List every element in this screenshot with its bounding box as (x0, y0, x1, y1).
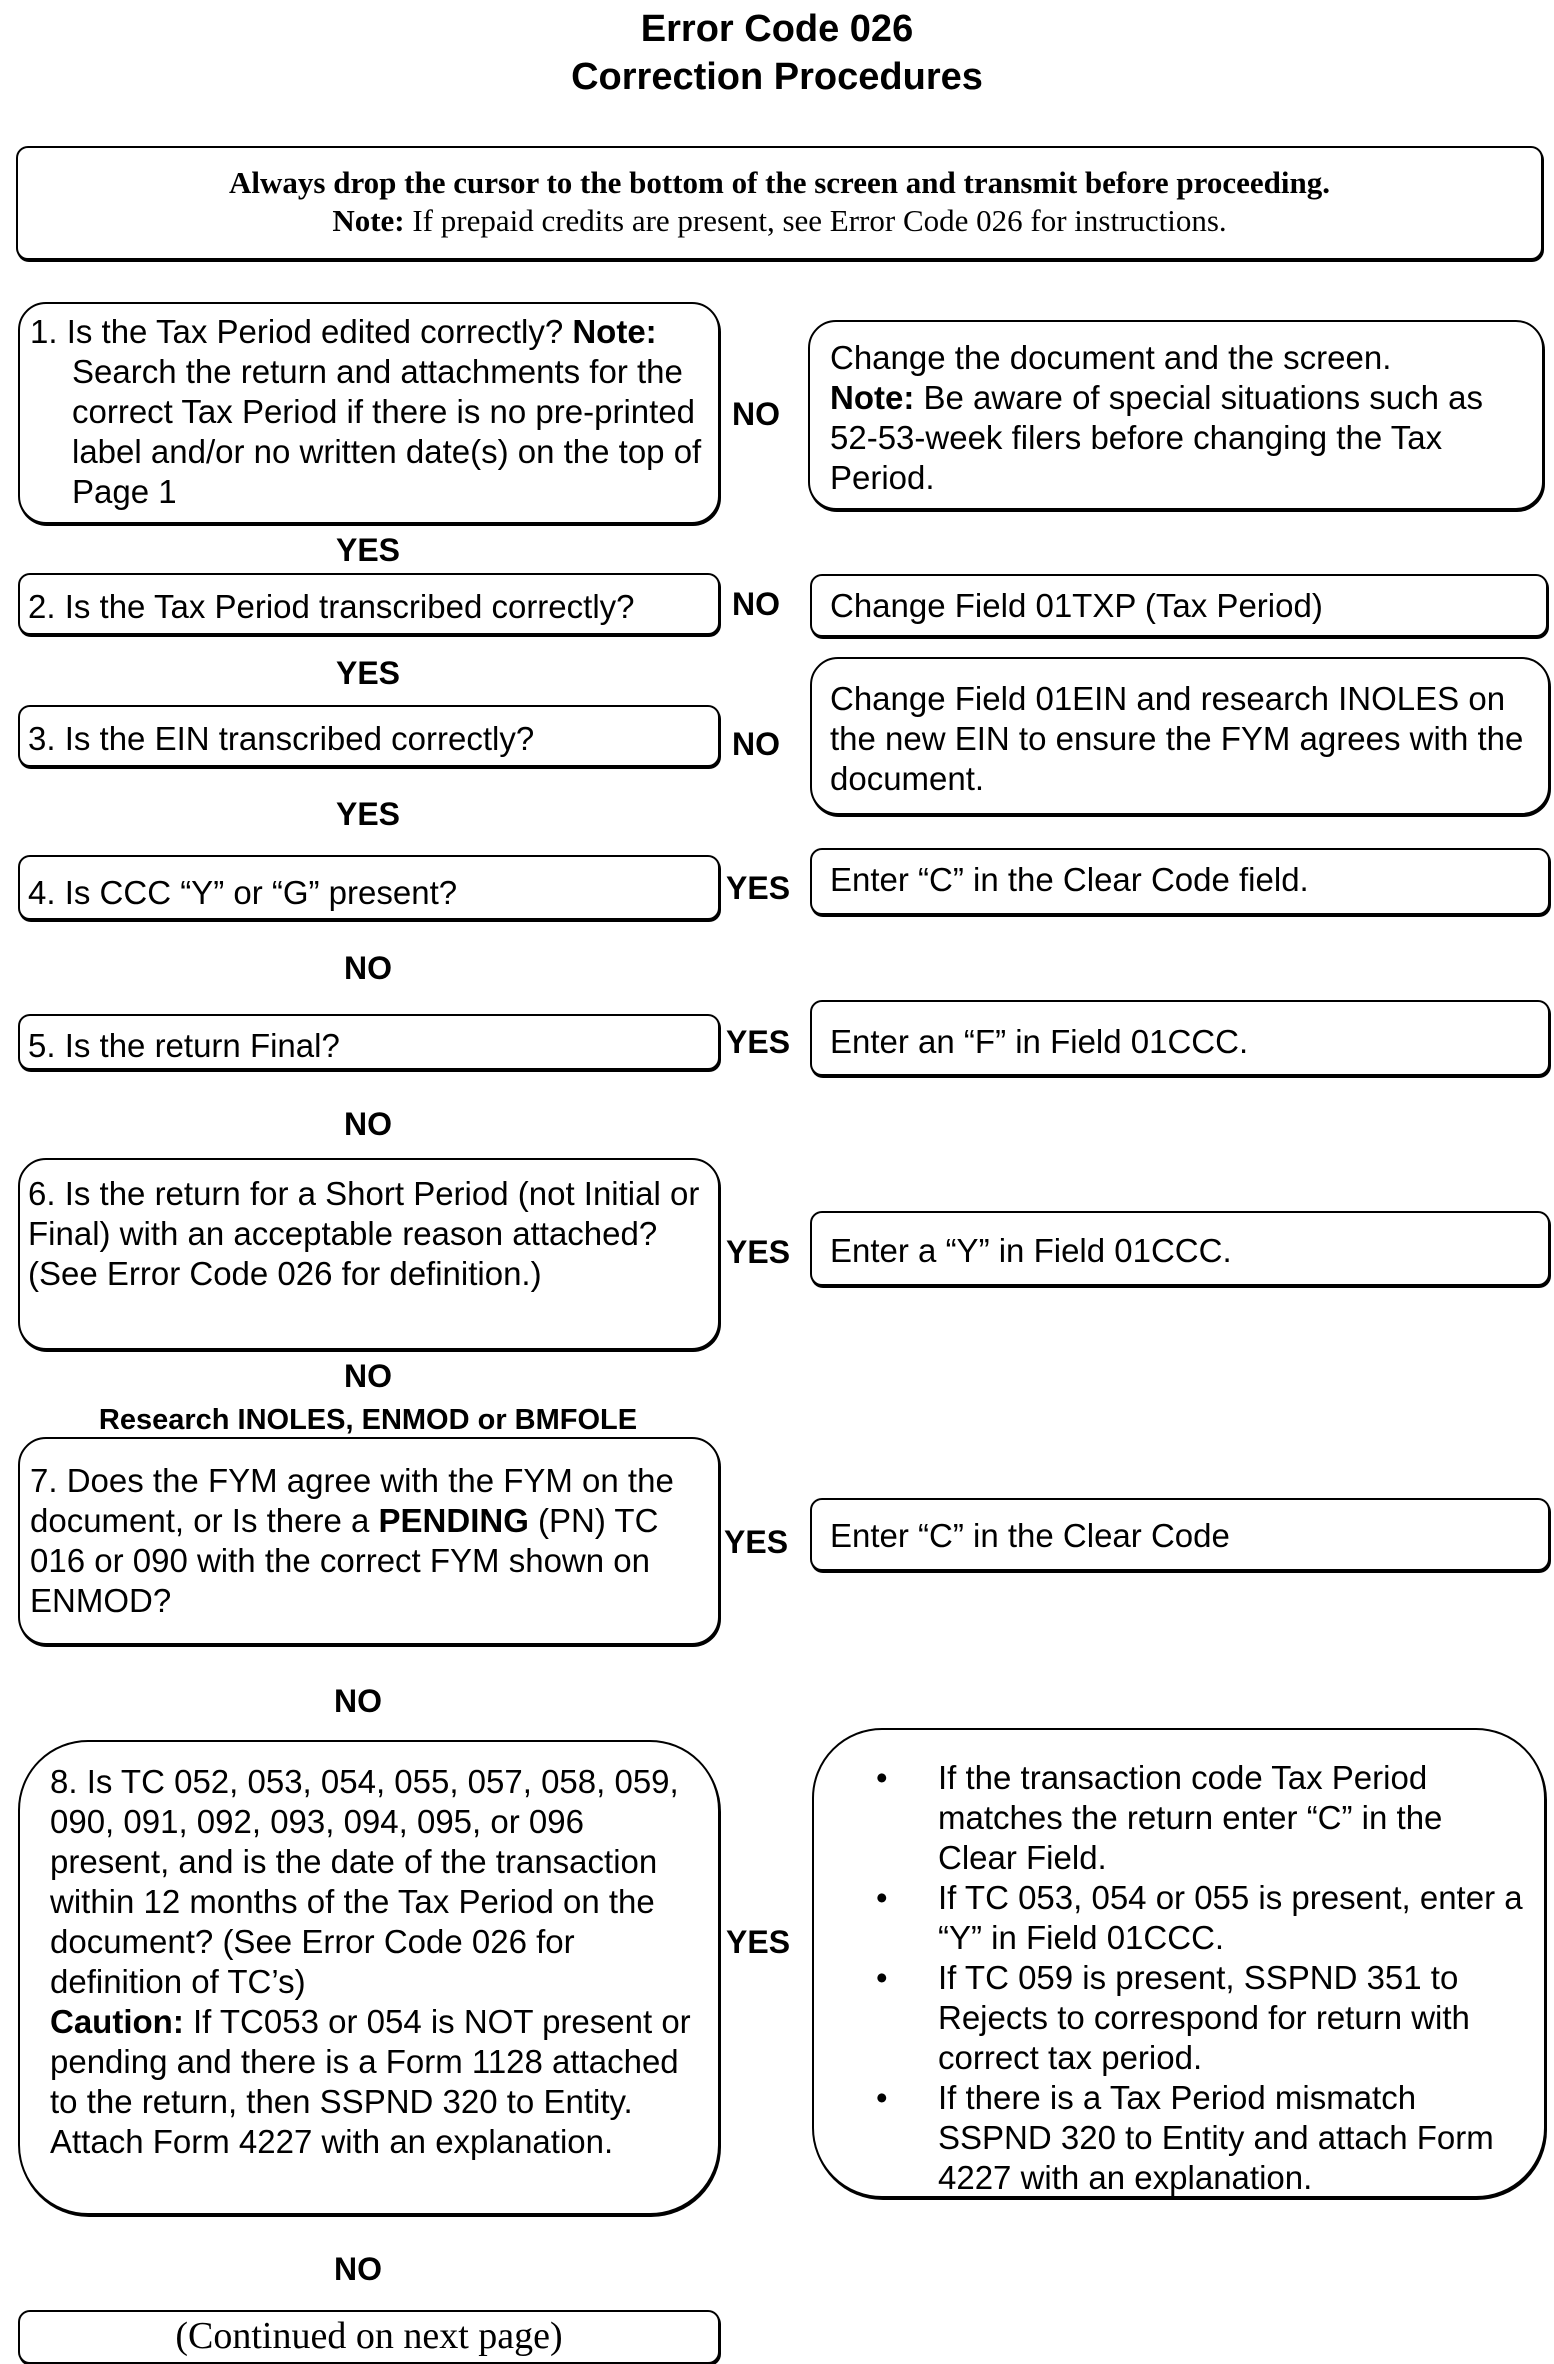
step-1-note-text: Search the return and attachments for the correct Tax Period if there is no pre-printed label and/or no written date(s) on the top of Page 1 (72, 353, 702, 510)
step-4-action-text: Enter “C” in the Clear Code field. (830, 861, 1309, 898)
step-8-action-bullet: • If the transaction code Tax Period matches the return enter “C” in the Clear Field. (876, 1758, 1524, 1878)
step-4-branch-label: YES (726, 870, 791, 906)
step-5-branch-label: YES (726, 1024, 791, 1060)
continued-text: (Continued on next page) (175, 2315, 563, 2357)
step-3-action-text: Change Field 01EIN and research INOLES on the new EIN to ensure the FYM agrees with the document. (830, 680, 1524, 797)
step-1-action-note-label: Note: (830, 379, 915, 416)
step-2-next-label: YES (335, 655, 401, 691)
step-3-action (810, 657, 1550, 815)
step-4-question (18, 855, 720, 920)
step-2-branch-label: NO (732, 586, 780, 622)
step-6-question-text: 6. Is the return for a Short Period (not Initial or Final) with an acceptable reason attached? (See Error Code 026 for definition.) (28, 1175, 700, 1292)
step-2-action-text: Change Field 01TXP (Tax Period) (830, 587, 1323, 624)
step-5-action-text: Enter an “F” in Field 01CCC. (830, 1023, 1249, 1060)
step-8-question (18, 1740, 720, 2215)
step-2-action (810, 574, 1548, 637)
step-1-branch-label: NO (732, 396, 780, 432)
step-7-question-text-2: (PN) TC 016 or 090 with the correct FYM shown on ENMOD? (30, 1502, 659, 1619)
step-3-next-label: YES (335, 796, 401, 832)
step-1-note-label: Note: (572, 313, 657, 350)
step-8-next-label: NO (334, 2251, 382, 2287)
continued-box (18, 2310, 720, 2364)
step-4-next-label: NO (344, 950, 392, 986)
step-3-question (18, 705, 720, 767)
step-6-next-label: NO (344, 1358, 392, 1394)
step-1-action (808, 320, 1544, 510)
notice-box (16, 146, 1543, 260)
step-1-question (18, 302, 720, 524)
step-6-branch-label: YES (726, 1234, 791, 1270)
step-6-action-text: Enter a “Y” in Field 01CCC. (830, 1232, 1232, 1269)
step-4-question-text: 4. Is CCC “Y” or “G” present? (28, 874, 458, 911)
step-3-question-text: 3. Is the EIN transcribed correctly? (28, 720, 535, 757)
step-7-branch-label: YES (724, 1524, 789, 1560)
step-8-question-text: 8. Is TC 052, 053, 054, 055, 057, 058, 059, 090, 091, 092, 093, 094, 095, or 096 present, and is the date of the transaction within 12 months of the Tax Period on the document? (See Error Code 026 for definition of TC’s) (50, 1763, 679, 2000)
step-8-caution-text: If TC053 or 054 is NOT present or pending and there is a Form 1128 attached to the return, then SSPND 320 to Entity. Attach Form 4227 with an explanation. (50, 2003, 691, 2160)
step-2-question-text: 2. Is the Tax Period transcribed correctly? (28, 588, 635, 625)
step-1-next-label: YES (335, 532, 401, 568)
step-8-action (812, 1728, 1546, 2198)
step-1-question-text: 1. Is the Tax Period edited correctly? (30, 313, 573, 350)
step-5-question (18, 1014, 720, 1070)
step-5-next-label: NO (344, 1106, 392, 1142)
step-8-branch-label: YES (726, 1924, 791, 1960)
notice-line-1: Always drop the cursor to the bottom of the screen and transmit before proceeding. (229, 165, 1330, 200)
step-7-action (810, 1498, 1550, 1571)
notice-line-2 (18, 202, 1541, 240)
step-8-action-bullet: • If TC 053, 054 or 055 is present, enter a “Y” in Field 01CCC. (876, 1878, 1524, 1958)
step-5-action (810, 1000, 1550, 1076)
step-8-caution-label: Caution: (50, 2003, 184, 2040)
step-4-action (810, 848, 1550, 915)
notice-note-label: Note: (332, 203, 405, 238)
step-6-question (18, 1158, 720, 1350)
page-subtitle: Correction Procedures (571, 56, 983, 98)
step-6-action (810, 1211, 1550, 1286)
step-5-question-text: 5. Is the return Final? (28, 1027, 340, 1064)
step-7-action-text: Enter “C” in the Clear Code (830, 1517, 1230, 1554)
notice-note-text: If prepaid credits are present, see Error Code 026 for instructions. (404, 203, 1227, 238)
research-note: Research INOLES, ENMOD or BMFOLE (98, 1404, 638, 1436)
step-7-pending-label: PENDING (378, 1502, 529, 1539)
step-7-next-label: NO (334, 1683, 382, 1719)
step-7-question-text: 7. Does the FYM agree with the FYM on the document, or Is there a (30, 1462, 674, 1539)
step-1-action-text: Change the document and the screen. (830, 339, 1392, 376)
step-2-question (18, 573, 720, 635)
step-3-branch-label: NO (732, 726, 780, 762)
step-1-action-note-text: Be aware of special situations such as 52-53-week filers before changing the Tax Period. (830, 379, 1483, 496)
page-title: Error Code 026 (640, 8, 914, 50)
step-8-action-bullet: • If TC 059 is present, SSPND 351 to Rejects to correspond for return with correct tax period. (876, 1958, 1524, 2078)
step-8-action-bullet: • If there is a Tax Period mismatch SSPND 320 to Entity and attach Form 4227 with an explanation. (876, 2078, 1524, 2198)
step-7-question (18, 1437, 720, 1645)
step-8-action-list (876, 1758, 1524, 2198)
